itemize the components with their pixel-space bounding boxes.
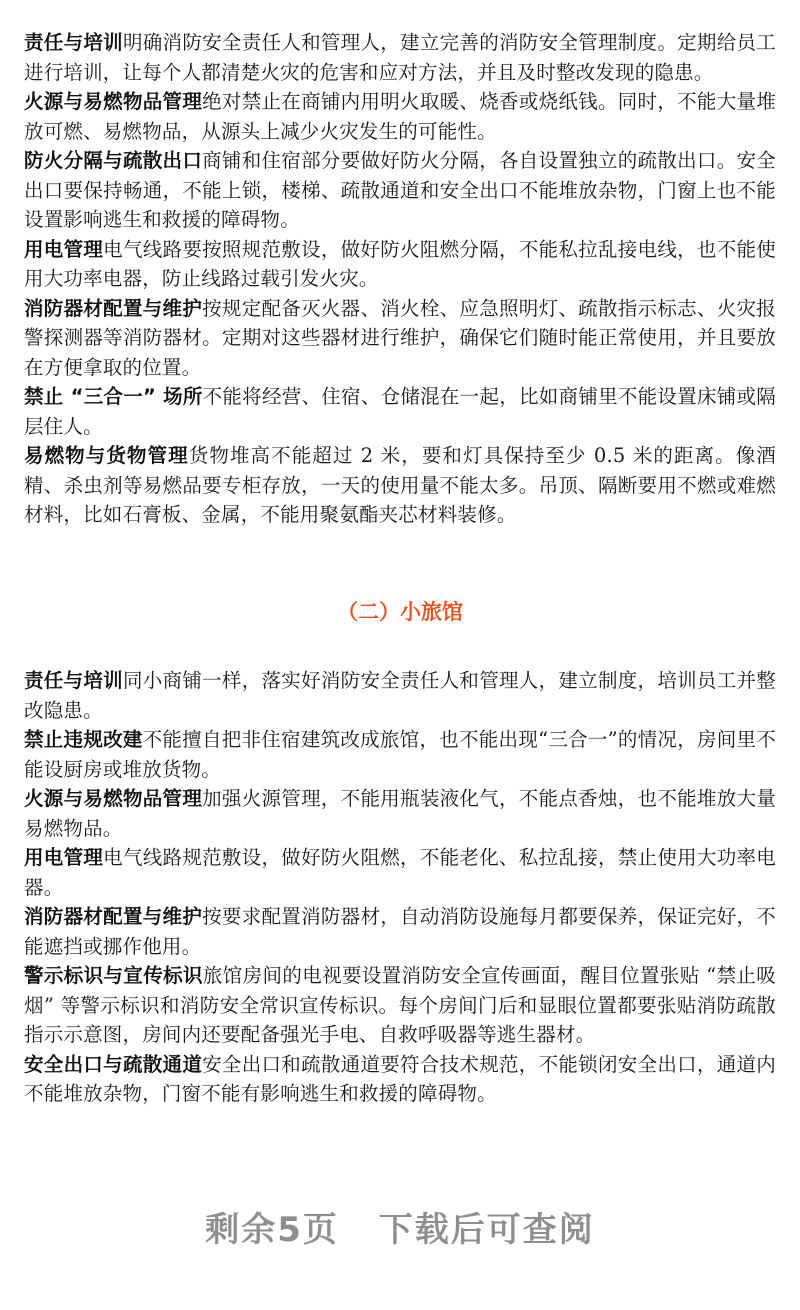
- paragraph-fire-equipment: [24, 294, 776, 383]
- paragraph-term: 用电管理: [24, 846, 104, 869]
- paragraph-text: 绝对禁止在商铺内用明火取暖、烧香或烧纸钱。同时，不能大量堆放可燃、易燃物品，从源头上减少火灾发生的可能性。: [24, 90, 776, 143]
- paragraph-fire-source-management: [24, 784, 776, 843]
- paragraph-text: 同小商铺一样，落实好消防安全责任人和管理人，建立制度，培训员工并整改隐患。: [24, 669, 776, 722]
- paragraph-term: 警示标识与宣传标识: [24, 964, 203, 987]
- paragraph-responsibility-training: [24, 666, 776, 725]
- paragraph-three-in-one-ban: [24, 382, 776, 441]
- paragraph-term: 安全出口与疏散通道: [24, 1052, 203, 1076]
- paragraph-fire-equipment: [24, 902, 776, 961]
- paragraph-illegal-conversion-ban: [24, 725, 776, 784]
- paragraph-term: 禁止违规改建: [24, 728, 143, 751]
- paragraph-text: 明确消防安全责任人和管理人，建立完善的消防安全管理制度。定期给员工进行培训，让每个人都清楚火灾的危害和应对方法，并且及时整改发现的隐患。: [24, 31, 776, 84]
- small-shop-section: [24, 28, 776, 530]
- paragraph-text: 不能将经营、住宿、仓储混在一起，比如商铺里不能设置床铺或隔层住人。: [24, 385, 776, 438]
- paragraph-text: 电气线路要按照规范敷设，做好防火阻燃分隔，不能私拉乱接电线，也不能使用大功率电器，防止线路过载引发火灾。: [24, 237, 776, 290]
- paragraph-term: 防火分隔与疏散出口: [24, 149, 203, 172]
- paragraph-text: 安全出口和疏散通道要符合技术规范，不能锁闭安全出口，通道内不能堆放杂物，门窗不能有影响逃生和救援的障碍物。: [24, 1052, 776, 1105]
- paragraph-term: 用电管理: [24, 237, 104, 261]
- paragraph-warning-signs: [24, 961, 776, 1050]
- paragraph-goods-management: [24, 441, 776, 530]
- paragraph-term: 责任与培训: [24, 31, 123, 54]
- paragraph-text: 旅馆房间的电视要设置消防安全宣传画面，醒目位置张贴 “禁止吸烟” 等警示标识和消防安全常识宣传标识。每个房间门后和显眼位置都要张贴消防疏散指示示意图，房间内还要配备强光手电、自救呼吸器等逃生器材。: [24, 964, 776, 1046]
- paragraph-text: 电气线路规范敷设，做好防火阻燃，不能老化、私拉乱接，禁止使用大功率电器。: [24, 846, 776, 899]
- paragraph-text: 按要求配置消防器材，自动消防设施每月都要保养，保证完好，不能遮挡或挪作他用。: [24, 905, 776, 958]
- paragraph-term: 易燃物与货物管理: [24, 444, 189, 467]
- paragraph-electricity-management: [24, 843, 776, 902]
- paragraph-term: 责任与培训: [24, 669, 123, 692]
- paragraph-exits-evacuation: [24, 1050, 776, 1109]
- paragraph-term: 禁止 “三合一” 场所: [24, 385, 203, 408]
- paragraph-term: 火源与易燃物品管理: [24, 90, 203, 113]
- paragraph-term: 消防器材配置与维护: [24, 905, 203, 928]
- paragraph-electricity-management: [24, 235, 776, 294]
- paragraph-fire-separation-exits: [24, 146, 776, 235]
- paragraph-responsibility-training: [24, 28, 776, 87]
- paragraph-text: 按规定配备灭火器、消火栓、应急照明灯、疏散指示标志、火灾报警探测器等消防器材。定期对这些器材进行维护，确保它们随时能正常使用，并且要放在方便拿取的位置。: [24, 296, 776, 379]
- paragraph-term: 消防器材配置与维护: [24, 296, 203, 320]
- paragraph-term: 火源与易燃物品管理: [24, 787, 203, 810]
- paragraph-text: 商铺和住宿部分要做好防火分隔，各自设置独立的疏散出口。安全出口要保持畅通，不能上锁，楼梯、疏散通道和安全出口不能堆放杂物，门窗上也不能设置影响逃生和救援的障碍物。: [24, 149, 776, 231]
- paragraph-text: 货物堆高不能超过 2 米，要和灯具保持至少 0.5 米的距离。像酒精、杀虫剂等易燃品要专柜存放，一天的使用量不能太多。吊顶、隔断要用不燃或难燃材料，比如石膏板、金属，不能用聚氨酯夹芯材料装修。: [24, 444, 776, 526]
- small-hotel-section: [24, 666, 776, 1109]
- paragraph-text: 不能擅自把非住宿建筑改成旅馆，也不能出现“三合一”的情况，房间里不能设厨房或堆放货物。: [24, 728, 776, 781]
- remaining-pages-notice: 剩余5页 下载后可查阅: [205, 1210, 595, 1250]
- section-heading-small-hotel: （二）小旅馆: [337, 600, 463, 624]
- paragraph-fire-source-management: [24, 87, 776, 146]
- paragraph-text: 加强火源管理，不能用瓶装液化气，不能点香烛，也不能堆放大量易燃物品。: [24, 787, 776, 840]
